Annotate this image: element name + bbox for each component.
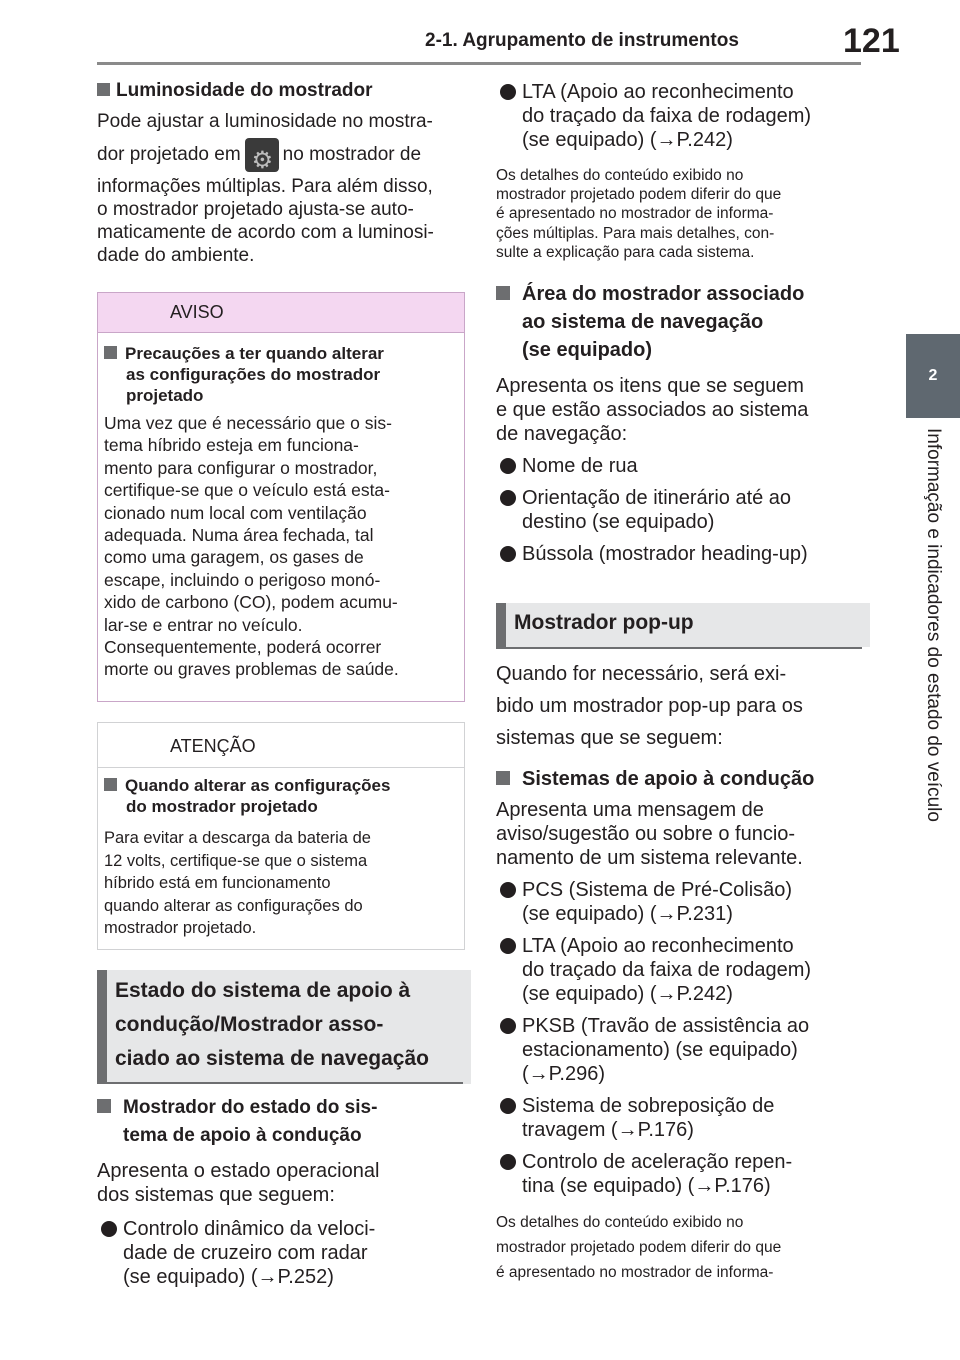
section-heading: Estado do sistema de apoio à condução/Mostrador asso- ciado ao sistema de navegação [97,970,471,1084]
brightness-heading: Luminosidade do mostrador [97,80,467,102]
caution-body: Para evitar a descarga da bateria de 12 volts, certifique-se que o sistema híbrido está em funcionamento quando alterar as configurações do mostrador projetado. [104,829,371,938]
assist-bullet-brake: Sistema de sobreposição de travagem (→P.176) [496,1094,866,1142]
status-heading: Mostrador do estado do sis- tema de apoio à condução [97,1094,467,1150]
bullet-icon [500,1018,516,1034]
section-title: 2-1. Agrupamento de instrumentos [425,30,739,51]
warning-heading: Precauções a ter quando alterar as configurações do mostrador projetado [104,343,454,406]
bullet-icon [500,1154,516,1170]
nav-bullet-route: Orientação de itinerário até ao destino (se equipado) [496,486,866,534]
status-bullet: Controlo dinâmico da veloci- dade de cruzeiro com radar (se equipado) (→P.252) [97,1217,467,1289]
status-section [97,1094,467,1289]
bullet-icon [101,1221,117,1237]
display-note-2: Os detalhes do conteúdo exibido no mostrador projetado podem diferir do que é apresentado no mostrador de informa- [496,1214,782,1281]
square-bullet-icon [97,83,110,96]
chapter-number: 2 [928,367,938,384]
brightness-text: Pode ajustar a luminosidade no mostra- dor projetado em⚙ no mostrador de informações múltiplas. Para além disso, o mostrador projetado ajusta-se auto- maticamente de acordo com a luminosi- dade do ambiente. [97,110,467,267]
nav-bullet-street: Nome de rua [496,454,866,478]
caution-label: ATENÇÃO [170,736,256,756]
nav-heading: Área do mostrador associado ao sistema de navegação (se equipado) [496,280,866,364]
caution-box [97,722,465,950]
chapter-title-wrap [906,428,960,888]
bullet-icon [500,458,516,474]
warning-box-header [98,293,464,333]
bullet-icon [500,546,516,562]
warning-label: AVISO [170,302,224,322]
popup-section [496,658,866,1285]
status-text: Apresenta o estado operacional dos sistemas que seguem: [97,1160,380,1206]
lta-bullet: LTA (Apoio ao reconhecimento do traçado da faixa de rodagem) (se equipado) (→P.242) [496,80,866,152]
bullet-icon [500,84,516,100]
warning-box [97,292,465,702]
nav-text: Apresenta os itens que se seguem e que estão associados ao sistema de navegação: [496,375,809,446]
page-number: 121 [843,22,900,60]
display-note: Os detalhes do conteúdo exibido no mostrador projetado podem diferir do que é apresentado no mostrador de informa- ções múltiplas. Para mais detalhes, con- sulte a explicação para cada sistema. [496,167,782,261]
assist-bullet-lta: LTA (Apoio ao reconhecimento do traçado da faixa de rodagem) (se equipado) (→P.242) [496,934,866,1006]
assist-bullet-pcs: PCS (Sistema de Pré-Colisão) (se equipado) (→P.231) [496,878,866,926]
bullet-icon [500,882,516,898]
assist-bullet-accel: Controlo de aceleração repen- tina (se equipado) (→P.176) [496,1150,866,1198]
nav-bullet-compass: Bússola (mostrador heading-up) [496,542,866,566]
assist-heading: Sistemas de apoio à condução [496,766,866,792]
gear-icon [245,138,279,172]
chapter-tab [906,334,960,418]
bullet-icon [500,490,516,506]
section-heading-rule [97,1082,463,1084]
popup-heading-rule [496,647,862,649]
header-divider [97,62,861,65]
assist-text: Apresenta uma mensagem de aviso/sugestão ou sobre o funcio- namento de um sistema relevante. [496,799,803,869]
bullet-icon [500,1098,516,1114]
assist-bullet-pksb: PKSB (Travão de assistência ao estacionamento) (se equipado) (→P.296) [496,1014,866,1086]
caution-heading: Quando alterar as configurações do mostrador projetado [104,775,454,817]
brightness-section [97,80,467,267]
chapter-title: Informação e indicadores do estado do veículo [923,428,944,822]
bullet-icon [500,938,516,954]
popup-heading: Mostrador pop-up [496,603,870,647]
caution-box-header [98,723,464,768]
warning-body: Uma vez que é necessário que o sis- tema híbrido esteja em funciona- mento para configurar o mostrador, certifique-se que o veículo está esta- cionado num local com ventilação adequada. Numa área fechada, tal como uma garagem, os gases de escape, incluindo o perigoso monó- xido de carbono (CO), podem acumu- lar-se e entrar no veículo. Consequentemente, poderá ocorrer morte ou graves problemas de saúde. [104,413,399,680]
right-column [496,80,866,566]
popup-text: Quando for necessário, será exi- bido um mostrador pop-up para os sistemas que se seguem: [496,663,803,749]
